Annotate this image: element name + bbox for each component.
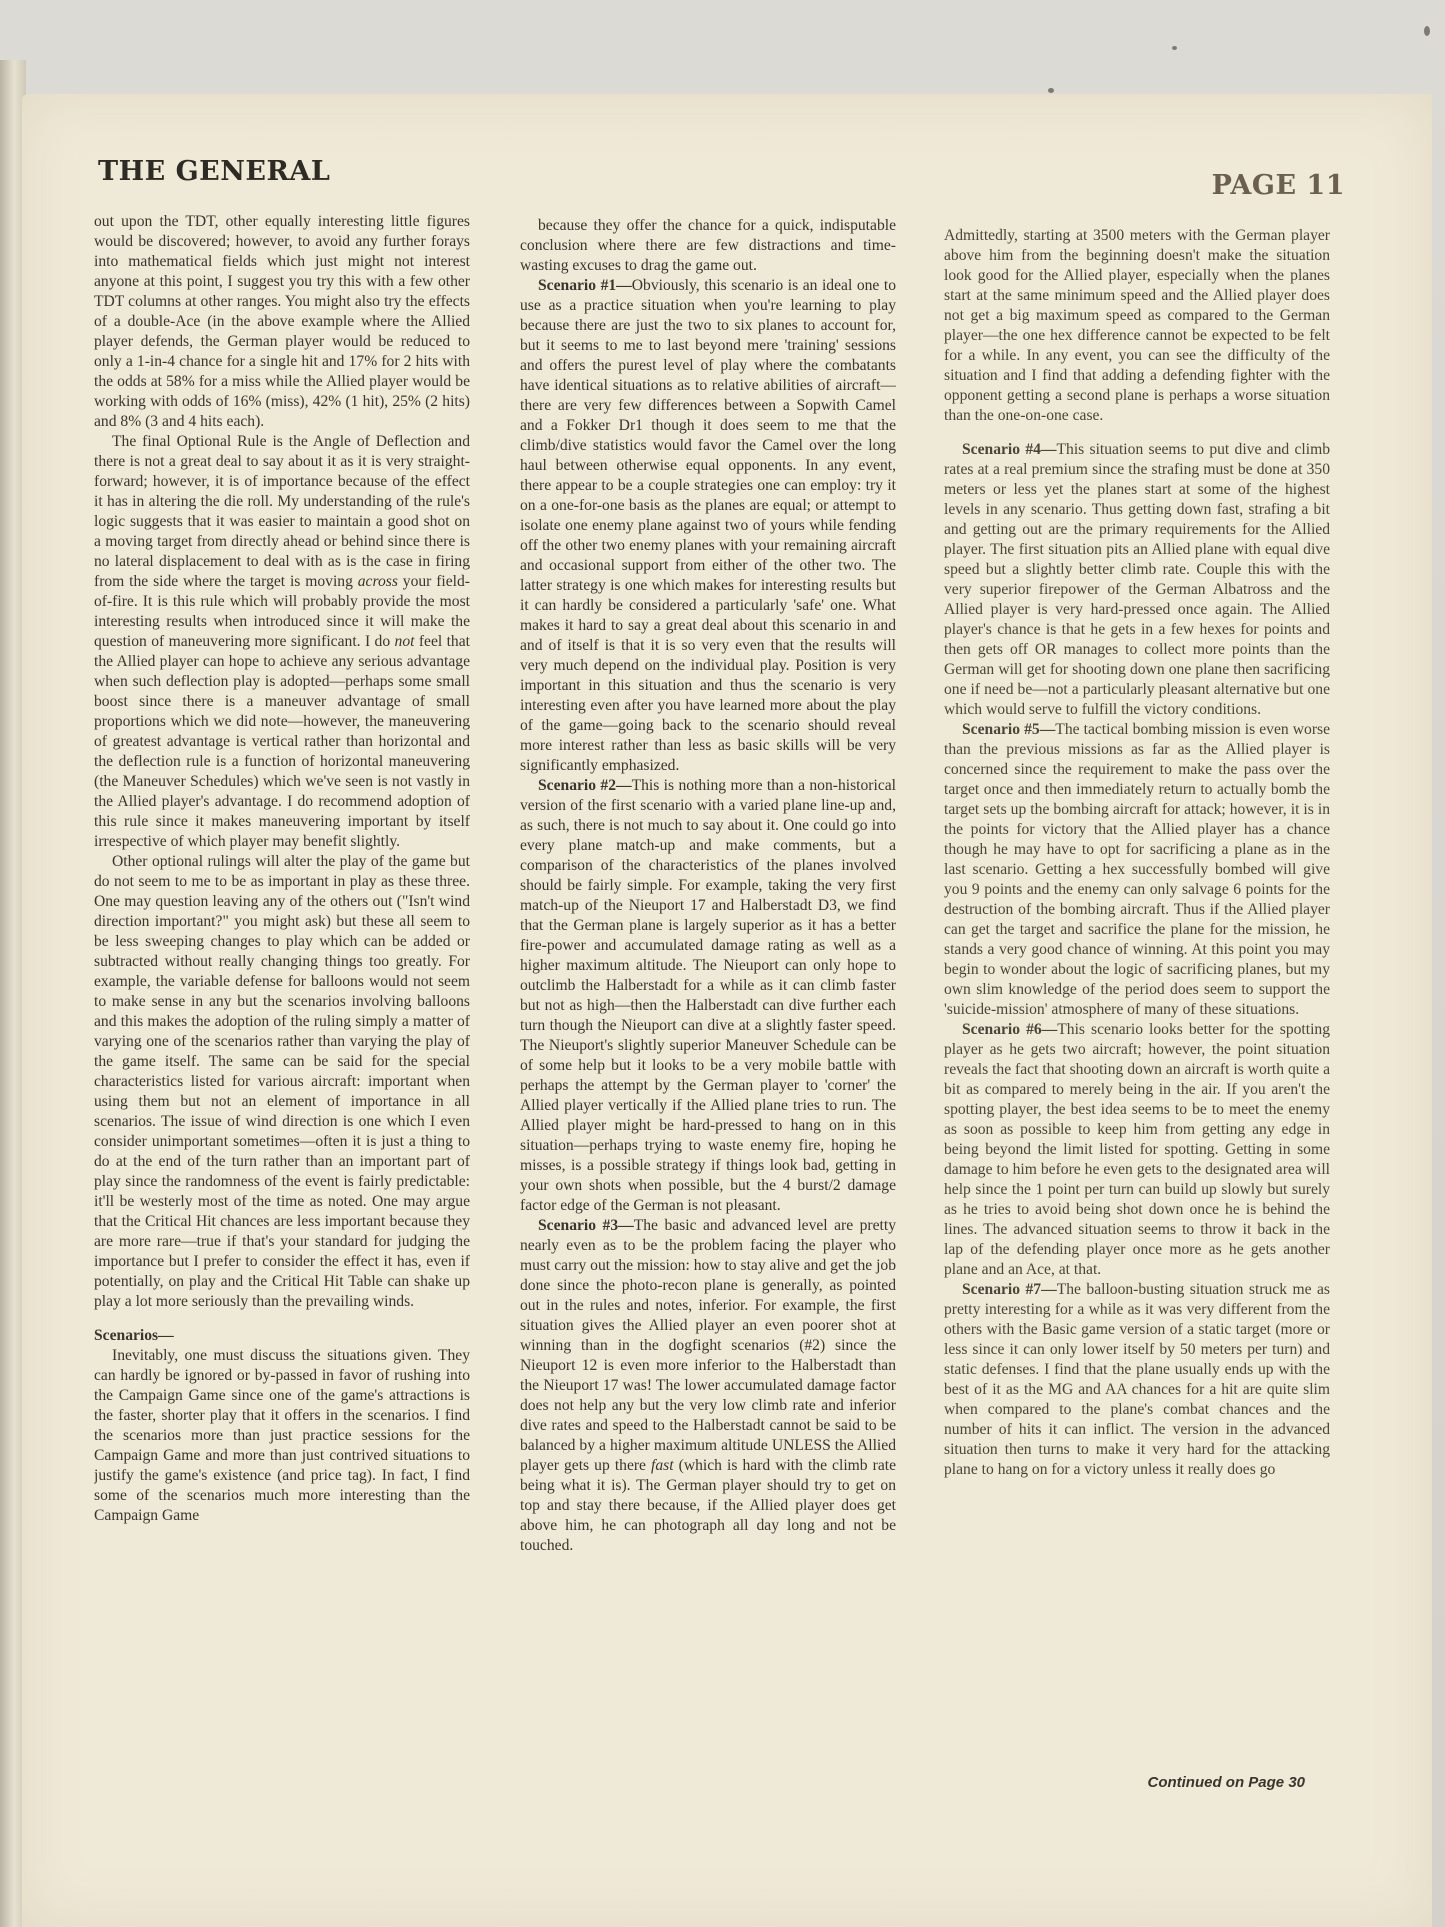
paragraph-scenario-2: Scenario #2—This is nothing more than a non-historical version of the first scenario with a varied plane line-up and, as such, there is not much to say about it. One could go into every plane match-up and make comments, but a comparison of the characteristics of the planes involved should be fairly simple. For example, taking the very first match-up of the Nieuport 17 and Halberstadt D3, we find that the German plane is largely superior as it has a better fire-power and accumulated damage rating as well as a higher maximum altitude. The Nieuport can only hope to outclimb the Halberstadt for a while as it can climb faster but not as high—then the Halberstadt can dive further each turn though the Nieuport can dive at a slightly faster speed. The Nieuport's slightly superior Maneuver Schedule can be of some help but it looks to be a very mobile battle with perhaps the attempt by the German player to 'corner' the Allied player vertically if the Allied plane tries to run. The Allied player might be hard-pressed to hang on in this situation—perhaps trying to waste enemy fire, hoping he misses, is a possible strategy if things look bad, getting in your own shots when possible, but the 4 burst/2 damage factor edge of the German is not pleasant. [520, 777, 896, 1214]
dust-speck [1424, 26, 1430, 36]
continued-note: Continued on Page 30 [1147, 1774, 1305, 1791]
magazine-title: THE GENERAL [98, 156, 331, 187]
paragraph-angle-of-deflection: The final Optional Rule is the Angle of Deflection and there is not a great deal to say about it as it is very straight-forward; however, it is of importance because of the effect it has in altering the die roll. My understanding of the rule's logic suggests that it was easier to maintain a good shot on a moving target from directly ahead or behind since there is no lateral displacement to deal with as is the case in firing from the side where the target is moving across your field-of-fire. It is this rule which will probably provide the most interesting results when introduced since it will make the question of maneuvering more significant. I do not feel that the Allied player can hope to achieve any serious advantage when such deflection play is adopted—perhaps some small boost since there is a maneuver advantage of small proportions which we did note—however, the maneuvering of greatest advantage is vertical rather than horizontal and the deflection rule is a function of horizontal maneuvering (the Maneuver Schedules) which we've seen is not vastly in the Allied player's advantage. I do recommend adoption of this rule since it makes maneuvering important by itself irrespective of which player may benefit slightly. [94, 433, 470, 850]
scenario-label: Scenario #6— [962, 1021, 1058, 1038]
paragraph: because they offer the chance for a quick, indisputable conclusion where there are few distractions and time-wasting excuses to drag the game out. [520, 217, 896, 274]
text-column-1 [94, 212, 470, 1792]
scenario-label: Scenario #1— [538, 277, 632, 294]
paragraph: out upon the TDT, other equally interesting little figures would be discovered; however, to avoid any further forays into mathematical fields which just might not interest anyone at this point, I suggest you try this with a few other TDT columns at other ranges. You might also try the effects of a double-Ace (in the above example where the Allied player defends, the German player would be reduced to only a 1-in-4 chance for a single hit and 17% for 2 hits with the odds at 58% for a miss while the Allied player would be working with odds of 16% (miss), 42% (1 hit), 25% (2 hits) and 8% (3 and 4 hits each). [94, 213, 470, 430]
paragraph-scenario-5: Scenario #5—The tactical bombing mission is even worse than the previous missions as far as the Allied player is concerned since the requirement to make the pass over the target once and then immediately return to actually bomb the target sets up the bombing aircraft for attack; however, it is in the points for victory that the Allied player has a chance though he may have to opt for sacrificing a plane as in the last scenario. Getting a hex successfully bombed will give you 9 points and the enemy can only salvage 6 points for the destruction of the bombing aircraft. Thus if the Allied player can get the target and sacrifice the plane for the mission, he stands a very good chance of winning. At this point you may begin to wonder about the logic of sacrificing planes, but my own slim knowledge of the period does seem to support the 'suicide-mission' atmosphere of many of these situations. [944, 721, 1330, 1018]
text-column-3 [944, 226, 1330, 1786]
scenario-label: Scenario #2— [538, 777, 632, 794]
dust-speck [1172, 46, 1177, 50]
text-column-2 [520, 216, 896, 1798]
paragraph-scenario-6: Scenario #6—This scenario looks better for the spotting player as he gets two aircraft; however, the point situation reveals the fact that shooting down an aircraft is worth quite a bit as compared to merely being in the air. If you aren't the spotting player, the best idea seems to be to meet the enemy as soon as possible to keep him from getting any edge in being beyond the limit listed for spotting. Getting in some damage to him before he even gets to the designated area will help since the 1 point per turn can build up slowly but surely as he tries to avoid being shot down once he is behind the lines. The advanced situation seems to throw it back in the lap of the defending player once more as he gets another plane and an Ace, at that. [944, 1021, 1330, 1278]
paragraph-scenario-4: Scenario #4—This situation seems to put dive and climb rates at a real premium since the strafing must be done at 350 meters or less yet the planes start at some of the highest levels in any scenario. Thus getting down fast, strafing a bit and getting out are the primary requirements for the Allied player. The first situation pits an Allied plane with equal dive speed but a slightly better climb rate. Couple this with the very superior firepower of the German Albatross and the Allied player is very hard-pressed once again. The Allied player's chance is that he gets in a few hexes for points and then gets off OR manages to collect more points than the German will get for shooting down one plane then sacrificing one if need be—not a particularly pleasant alternative but one which would serve to fulfill the victory conditions. [944, 441, 1330, 718]
scenario-label: Scenario #3— [538, 1217, 634, 1234]
scenario-label: Scenario #7— [962, 1281, 1057, 1298]
scenario-label: Scenario #4— [962, 441, 1057, 458]
dust-speck [1048, 88, 1054, 93]
paragraph-scenario-1: Scenario #1—Obviously, this scenario is an ideal one to use as a practice situation when you're learning to play because there are just the two to six planes to account for, but it seems to me to last beyond mere 'training' sessions and offers the purest level of play where the combatants have identical situations as to relative abilities of aircraft—there are very few differences between a Sopwith Camel and a Fokker Dr1 though it does seem to me that the climb/dive statistics would favor the Camel over the long haul between otherwise equal opponents. In any event, there appear to be a couple strategies one can employ: try it on a one-for-one basis as the planes are equal; or attempt to isolate one enemy plane against two of yours while fending off the other two enemy planes with your remaining aircraft and occasional support from either of the other two. The latter strategy is one which makes for interesting results but it can hardly be considered a particularly 'safe' one. What makes it hard to say a great deal about this scenario in and and of itself is that it is so very even that the results will very much depend on the individual play. Position is very important in this situation and thus the scenario is very interesting even after you have learned more about the play of the game—going back to the scenario should reveal more interest rather than less as basic skills will be very significantly emphasized. [520, 277, 896, 774]
paragraph-scenario-7: Scenario #7—The balloon-busting situation struck me as pretty interesting for a while as it was very different from the others with the Basic game version of a static target (more or less since it can only lower itself by 50 meters per turn) and static defenses. I find that the plane usually ends up with the best of it as the MG and AA chances for a hit are quite slim when compared to the plane's combat chances and the number of hits it can inflict. The version in the advanced situation then turns to make it very hard for the attacking plane to hang on for a victory unless it really does go [944, 1281, 1330, 1478]
page-number-label: PAGE 11 [1211, 170, 1345, 201]
paragraph-scenario-3: Scenario #3—The basic and advanced level are pretty nearly even as to be the problem facing the player who must carry out the mission: how to stay alive and get the job done since the photo-recon plane is generally, as pointed out in the rules and notes, inferior. For example, the first situation gives the Allied player an even poorer shot at winning than in the dogfight scenarios (#2) since the Nieuport 12 is even more inferior to the Halberstadt than the Nieuport 17 was! The lower accumulated damage factor does not help any but the very low climb rate and inferior dive rates and speed to the Halberstadt cannot be said to be balanced by a higher maximum altitude UNLESS the Allied player gets up there fast (which is hard with the climb rate being what it is). The German player should try to get on top and stay there because, if the Allied player does get above him, he can photograph all day long and not be touched. [520, 1217, 896, 1554]
section-heading-scenarios: Scenarios— [94, 1327, 174, 1344]
paragraph: Admittedly, starting at 3500 meters with the German player above him from the beginning doesn't make the situation look good for the Allied player, especially when the planes start at the same minimum speed and the Allied player does not get a big maximum speed as compared to the German player—the one hex difference cannot be expected to be felt for a while. In any event, you can see the difficulty of the situation and I find that adding a defending fighter with the opponent getting a second plane is perhaps a worse situation than the one-on-one case. [944, 227, 1330, 424]
scenario-label: Scenario #5— [962, 721, 1056, 738]
paragraph-other-rulings: Other optional rulings will alter the play of the game but do not seem to me to be as important in play as these three. One may question leaving any of the others out ("Isn't wind direction important?" you might ask) but these all seem to be less sweeping changes to play which can be added or subtracted without really changing things too greatly. For example, the variable defense for balloons would not seem to make sense in any but the scenarios involving balloons and this makes the adoption of the ruling simply a matter of varying one of the scenarios rather than varying the play of the game itself. The same can be said for the special characteristics listed for various aircraft: important when using them but not an element of importance in all scenarios. The issue of wind direction is one which I even consider unimportant sometimes—often it is just a thing to do at the end of the turn rather than an important part of play since the randomness of the event is fairly predictable: it'll be westerly most of the time as noted. One may argue that the Critical Hit chances are less important because they are more rare—true if that's your standard for judging the importance but I prefer to consider the effect it has, even if potentially, on play and the Critical Hit Table can shake up play a lot more seriously than the prevailing winds. [94, 853, 470, 1310]
paragraph-scenarios-intro: Inevitably, one must discuss the situations given. They can hardly be ignored or by-passed in favor of rushing into the Campaign Game since one of the game's attractions is the faster, shorter play that it offers in the scenarios. I find the scenarios more than just practice sessions for the Campaign Game and more than just contrived situations to justify the game's existence (and price tag). In fact, I find some of the scenarios much more interesting than the Campaign Game [94, 1347, 470, 1524]
